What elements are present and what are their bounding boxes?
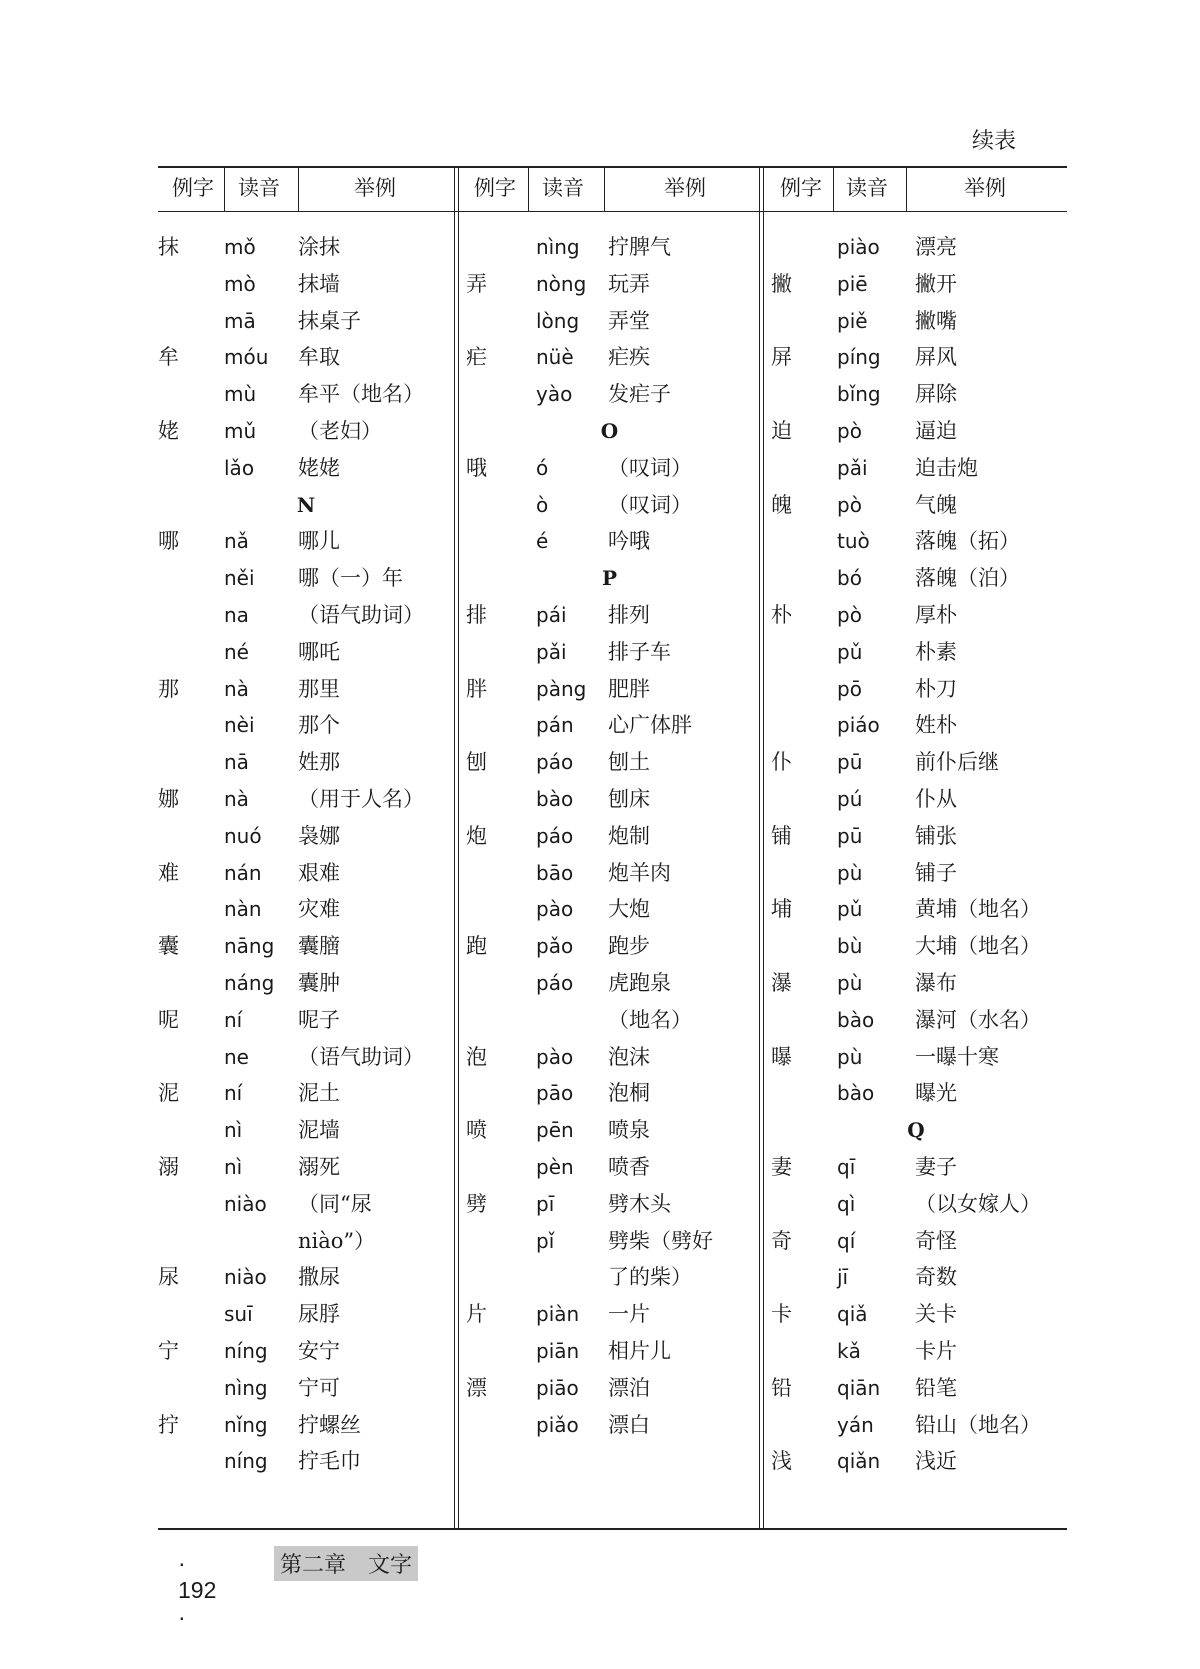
pinyin-reading: qì [837,1191,856,1216]
pinyin-reading: qí [837,1228,856,1253]
pinyin-reading: pàng [536,676,587,701]
pinyin-reading: náng [224,971,275,995]
usage-example: 一片 [608,1302,650,1327]
example-character: 卡 [771,1302,792,1327]
usage-example: 仆从 [915,787,957,811]
example-character: 跑 [466,934,487,959]
usage-example: 那个 [298,713,340,738]
example-character: 宁 [158,1339,179,1363]
example-character: 奇 [771,1228,792,1253]
continued-table-label: 续表 [972,129,1017,154]
usage-example: 心广体胖 [608,713,692,738]
header-reading: 读音 [238,176,280,200]
usage-example: 姓朴 [915,713,957,738]
example-character: 仆 [771,750,792,775]
pinyin-reading: na [224,603,249,627]
pinyin-reading: kǎ [837,1339,861,1363]
usage-example: 刨土 [608,750,650,775]
usage-example: 排子车 [608,639,671,664]
pinyin-reading: níng [224,1339,268,1363]
pinyin-reading: bào [837,1081,875,1106]
pinyin-reading: níng [224,1449,268,1474]
pinyin-reading: lòng [536,308,580,333]
usage-example: 撒尿 [298,1265,340,1290]
pinyin-reading: nā [224,750,249,775]
pinyin-reading: bào [536,787,574,811]
pinyin-reading: nèi [224,713,255,738]
example-character: 屏 [771,345,792,370]
pronunciation-table [158,166,1067,1530]
pinyin-reading: mò [224,271,256,296]
usage-example: 安宁 [298,1339,340,1363]
usage-example: 奇数 [915,1265,957,1290]
usage-example: 撇嘴 [915,308,957,333]
pinyin-reading: pū [837,823,863,848]
usage-example: 撇开 [915,271,957,296]
pinyin-reading: nà [224,676,249,701]
pinyin-reading: niào [224,1191,267,1216]
pinyin-reading: qiān [837,1375,881,1400]
pinyin-reading: lǎo [224,455,255,480]
header-reading: 读音 [542,176,584,200]
usage-example: niào”） [298,1228,376,1253]
table-column-group-2 [460,166,759,1530]
usage-example: 一曝十寒 [915,1044,999,1069]
example-character: 娜 [158,787,179,811]
example-character: 铺 [771,823,792,848]
usage-example: 喷泉 [608,1118,650,1143]
pinyin-reading: tuò [837,529,870,554]
pinyin-reading: páo [536,750,574,775]
usage-example: 浅近 [915,1449,957,1474]
pinyin-reading: pò [837,603,862,627]
usage-example: 刨床 [608,787,650,811]
pinyin-reading: pǎi [837,455,868,480]
usage-example: 劈柴（劈好 [608,1228,713,1253]
usage-example: 囊肿 [298,971,340,995]
pinyin-reading: piáo [837,713,880,738]
pinyin-reading: suī [224,1302,253,1327]
usage-example: 屏风 [915,345,957,370]
usage-example: 妻子 [915,1155,957,1179]
usage-example: 哪儿 [298,529,340,554]
pinyin-reading: pào [536,897,574,922]
example-character: 胖 [466,676,487,701]
example-character: 排 [466,603,487,627]
usage-example: 发疟子 [608,382,671,407]
usage-example: 哪吒 [298,639,340,664]
usage-example: （用于人名） [298,787,424,811]
usage-example: 落魄（拓） [915,529,1020,554]
example-character: 片 [466,1302,487,1327]
usage-example: （语气助词） [298,1044,424,1069]
pinyin-reading: piǎo [536,1412,579,1437]
pinyin-reading: pù [837,1044,863,1069]
pinyin-reading: ní [224,1081,243,1106]
usage-example: 哪（一）年 [298,566,403,591]
example-character: 哪 [158,529,179,554]
usage-example: 涂抹 [298,235,340,259]
usage-example: 炮制 [608,823,650,848]
example-character: 浅 [771,1449,792,1474]
usage-example: 袅娜 [298,823,340,848]
pinyin-reading: pī [536,1191,555,1216]
example-character: 炮 [466,823,487,848]
usage-example: 泡沫 [608,1044,650,1069]
example-character: 牟 [158,345,179,370]
example-character: 瀑 [771,971,792,995]
usage-example: 铺子 [915,860,957,885]
usage-example: 姓那 [298,750,340,775]
usage-example: 厚朴 [915,603,957,627]
example-character: 魄 [771,492,792,517]
usage-example: 逼迫 [915,419,957,443]
usage-example: 抹桌子 [298,308,361,333]
example-character: 那 [158,676,179,701]
column-separator [763,166,764,1530]
example-character: 哦 [466,455,487,480]
pinyin-reading: pán [536,713,574,738]
pinyin-reading: ó [536,455,549,480]
column-separator [454,166,455,1530]
pinyin-reading: pǎi [536,639,567,664]
column-separator [458,166,459,1530]
pinyin-reading: pǔ [837,897,863,922]
example-character: 埔 [771,897,792,922]
pinyin-reading: ò [536,492,549,517]
usage-example: 牟平（地名） [298,382,424,407]
pinyin-reading: ní [224,1007,243,1032]
pinyin-reading: piān [536,1339,580,1363]
usage-example: 泥土 [298,1081,340,1106]
pinyin-reading: né [224,639,249,664]
pinyin-reading: nìng [536,235,580,259]
pinyin-reading: pù [837,860,863,885]
usage-example: 落魄（泊） [915,566,1020,591]
header-example-char: 例字 [780,176,822,200]
pinyin-reading: pēn [536,1118,574,1143]
usage-example: 吟哦 [608,529,650,554]
usage-example: 玩弄 [608,271,650,296]
pinyin-reading: bù [837,934,863,959]
table-column-group-3 [765,166,1067,1530]
usage-example: 漂泊 [608,1375,650,1400]
pinyin-reading: yào [536,382,573,407]
usage-example: 屏除 [915,382,957,407]
usage-example: 囊膪 [298,934,340,959]
pinyin-reading: mǔ [224,419,257,443]
pinyin-reading: piào [837,235,880,259]
section-letter: O [600,419,619,443]
pinyin-reading: páo [536,971,574,995]
usage-example: 拧脾气 [608,235,671,259]
pinyin-reading: bāo [536,860,574,885]
usage-example: 大炮 [608,897,650,922]
pinyin-reading: piāo [536,1375,579,1400]
usage-example: 艰难 [298,860,340,885]
example-character: 迫 [771,419,792,443]
usage-example: 那里 [298,676,340,701]
usage-example: 了的柴） [608,1265,692,1290]
example-character: 泥 [158,1081,179,1106]
example-character: 妻 [771,1155,792,1179]
example-character: 姥 [158,419,179,443]
pinyin-reading: mù [224,382,257,407]
pinyin-reading: qiǎn [837,1449,881,1474]
usage-example: 前仆后继 [915,750,999,775]
column-separator [759,166,760,1530]
pinyin-reading: píng [837,345,881,370]
pinyin-reading: nà [224,787,249,811]
usage-example: 黄埔（地名） [915,897,1041,922]
usage-example: 泥墙 [298,1118,340,1143]
pinyin-reading: pū [837,750,863,775]
pinyin-reading: bào [837,1007,875,1032]
usage-example: 跑步 [608,934,650,959]
pinyin-reading: pèn [536,1155,574,1179]
example-character: 漂 [466,1375,487,1400]
pinyin-reading: nàn [224,897,262,922]
pinyin-reading: piē [837,271,868,296]
section-letter: P [601,566,618,591]
example-character: 抹 [158,235,179,259]
usage-example: 曝光 [915,1081,957,1106]
example-character: 刨 [466,750,487,775]
header-example-char: 例字 [172,176,214,200]
usage-example: （地名） [608,1007,692,1032]
usage-example: 气魄 [915,492,957,517]
example-character: 铅 [771,1375,792,1400]
usage-example: （叹词） [608,455,692,480]
usage-example: 铅山（地名） [915,1412,1041,1437]
usage-example: 迫击炮 [915,455,978,480]
pinyin-reading: qiǎ [837,1302,868,1327]
pinyin-reading: ne [224,1044,249,1069]
pinyin-reading: é [536,529,549,554]
example-character: 囊 [158,934,179,959]
usage-example: 铺张 [915,823,957,848]
pinyin-reading: pái [536,603,567,627]
pinyin-reading: pù [837,971,863,995]
pinyin-reading: pò [837,419,862,443]
pinyin-reading: qī [837,1155,856,1179]
pinyin-reading: yán [837,1412,874,1437]
usage-example: 牟取 [298,345,340,370]
usage-example: 卡片 [915,1339,957,1363]
example-character: 泡 [466,1044,487,1069]
usage-example: 劈木头 [608,1191,671,1216]
section-letter: Q [907,1118,925,1143]
pinyin-reading: pào [536,1044,574,1069]
usage-example: 漂白 [608,1412,650,1437]
pinyin-reading: niào [224,1265,267,1290]
usage-example: （同“尿 [298,1191,372,1216]
pinyin-reading: piě [837,308,868,333]
example-character: 呢 [158,1007,179,1032]
pinyin-reading: nüè [536,345,574,370]
usage-example: 喷香 [608,1155,650,1179]
pinyin-reading: něi [224,566,255,591]
pinyin-reading: nì [224,1155,243,1179]
usage-example: 大埔（地名） [915,934,1041,959]
pinyin-reading: pò [837,492,862,517]
usage-example: 相片儿 [608,1339,671,1363]
pinyin-reading: pǐ [536,1228,555,1253]
example-character: 难 [158,860,179,885]
usage-example: 朴刀 [915,676,957,701]
pinyin-reading: nāng [224,934,275,959]
usage-example: 铅笔 [915,1375,957,1400]
usage-example: 虎跑泉 [608,971,671,995]
usage-example: 拧毛巾 [298,1449,361,1474]
header-example-char: 例字 [474,176,516,200]
usage-example: 尿脬 [298,1302,340,1327]
pinyin-reading: nòng [536,271,587,296]
header-examples: 举例 [664,176,706,200]
pinyin-reading: pǎo [536,934,574,959]
pinyin-reading: nuó [224,823,262,848]
usage-example: 排列 [608,603,650,627]
pinyin-reading: nǐng [224,1412,268,1437]
page-number: · 192 · [178,1550,217,1630]
usage-example: 肥胖 [608,676,650,701]
example-character: 溺 [158,1155,179,1179]
table-column-group-1 [158,166,454,1530]
usage-example: 溺死 [298,1155,340,1179]
usage-example: 灾难 [298,897,340,922]
usage-example: 姥姥 [298,455,340,480]
example-character: 喷 [466,1118,487,1143]
pinyin-reading: páo [536,823,574,848]
usage-example: 漂亮 [915,235,957,259]
pinyin-reading: nǎ [224,529,249,554]
usage-example: 关卡 [915,1302,957,1327]
pinyin-reading: pō [837,676,862,701]
usage-example: 朴素 [915,639,957,664]
header-examples: 举例 [964,176,1006,200]
pinyin-reading: piàn [536,1302,580,1327]
pinyin-reading: pāo [536,1081,574,1106]
usage-example: 呢子 [298,1007,340,1032]
pinyin-reading: nán [224,860,262,885]
example-character: 曝 [771,1044,792,1069]
usage-example: 瀑河（水名） [915,1007,1041,1032]
usage-example: 抹墙 [298,271,340,296]
header-reading: 读音 [846,176,888,200]
section-letter: N [296,492,316,517]
pinyin-reading: pú [837,787,863,811]
header-examples: 举例 [354,176,396,200]
pinyin-reading: bó [837,566,862,591]
usage-example: 炮羊肉 [608,860,671,885]
example-character: 疟 [466,345,487,370]
usage-example: （语气助词） [298,603,424,627]
example-character: 撇 [771,271,792,296]
usage-example: （叹词） [608,492,692,517]
usage-example: 疟疾 [608,345,650,370]
example-character: 尿 [158,1265,179,1290]
usage-example: 宁可 [298,1375,340,1400]
pinyin-reading: nì [224,1118,243,1143]
usage-example: 拧螺丝 [298,1412,361,1437]
pinyin-reading: mā [224,308,256,333]
pinyin-reading: pǔ [837,639,863,664]
chapter-label: 第二章 文字 [274,1546,418,1581]
usage-example: 瀑布 [915,971,957,995]
pinyin-reading: nìng [224,1375,268,1400]
usage-example: （老妇） [298,419,382,443]
pinyin-reading: mǒ [224,235,256,259]
example-character: 拧 [158,1412,179,1437]
pinyin-reading: móu [224,345,269,370]
usage-example: （以女嫁人） [915,1191,1041,1216]
pinyin-reading: jī [837,1265,849,1290]
usage-example: 泡桐 [608,1081,650,1106]
usage-example: 奇怪 [915,1228,957,1253]
example-character: 劈 [466,1191,487,1216]
example-character: 朴 [771,603,792,627]
usage-example: 弄堂 [608,308,650,333]
pinyin-reading: bǐng [837,382,881,407]
example-character: 弄 [466,271,487,296]
